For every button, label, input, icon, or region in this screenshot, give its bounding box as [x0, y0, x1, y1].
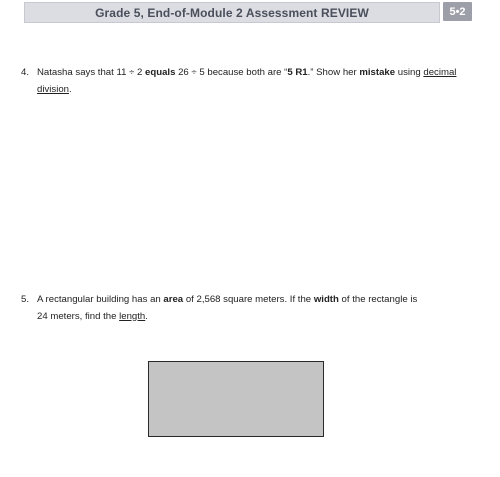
- text-run: using: [395, 67, 424, 78]
- text-run: 26 ÷ 5 because both are “: [175, 67, 288, 78]
- text-run: of 2,568 square meters. If the: [183, 294, 314, 305]
- question-number: 4.: [21, 67, 30, 78]
- bold-term-remainder: 5 R1: [287, 67, 308, 78]
- bold-term-equals: equals: [145, 67, 176, 78]
- underlined-term-division: division: [37, 83, 69, 95]
- rectangle-building-figure: [148, 361, 324, 437]
- header-bar: [24, 2, 440, 23]
- question-5: [21, 292, 476, 325]
- bold-term-area: area: [163, 294, 184, 305]
- page-title: Grade 5, End-of-Module 2 Assessment REVIEW: [95, 5, 369, 20]
- question-line: [37, 292, 476, 309]
- text-run: A rectangular building has an: [37, 294, 164, 305]
- underlined-term-length: length: [119, 310, 146, 322]
- text-run: .: [145, 310, 148, 322]
- question-line: [37, 82, 476, 99]
- module-badge: 5•2: [443, 2, 472, 21]
- text-run: .: [69, 83, 72, 95]
- question-line: [37, 65, 476, 82]
- text-run: of the rectangle is: [338, 294, 418, 305]
- bold-term-width: width: [313, 294, 339, 305]
- text-run: Natasha says that 11 ÷ 2: [37, 67, 146, 78]
- question-text: [37, 292, 476, 325]
- question-4: [21, 65, 476, 98]
- question-number: 5.: [21, 294, 30, 305]
- underlined-term-decimal: decimal: [423, 67, 457, 78]
- bold-term-mistake: mistake: [359, 67, 396, 78]
- text-run: 24 meters, find the: [37, 310, 120, 322]
- text-run: .” Show her: [307, 67, 360, 78]
- question-text: [37, 65, 476, 98]
- question-line: [37, 309, 476, 326]
